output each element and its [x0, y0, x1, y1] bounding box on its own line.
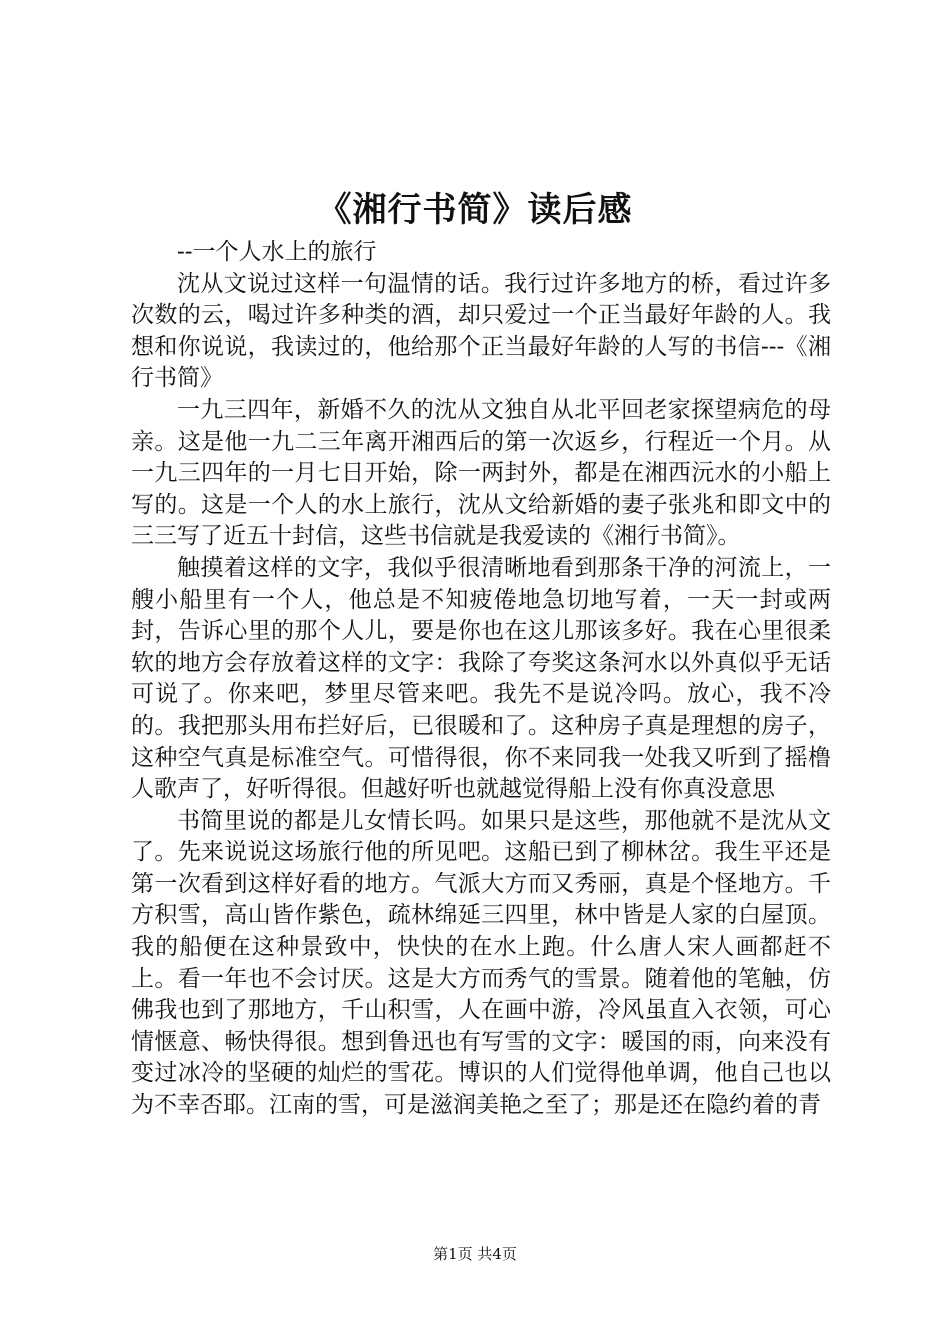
document-title: 《湘行书简》读后感 [317, 190, 633, 230]
document-subtitle: --一个人水上的旅行 [177, 239, 377, 265]
document-body [131, 237, 831, 1122]
paragraph: 书简里说的都是儿女情长吗。如果只是这些，那他就不是沈从文了。先来说说这场旅行他的所见吧。这船已到了柳林岔。我生平还是第一次看到这样好看的地方。气派大方而又秀丽，真是个怪地方。千方积雪，高山皆作紫色，疏林绵延三四里，林中皆是人家的白屋顶。我的船便在这种景致中，快快的在水上跑。什么唐人宋人画都赶不上。看一年也不会讨厌。这是大方而秀气的雪景。随着他的笔触，仿佛我也到了那地方，千山积雪，人在画中游，冷风虽直入衣领，可心情惬意、畅快得很。想到鲁迅也有写雪的文字：暖国的雨，向来没有变过冰冷的坚硬的灿烂的雪花。博识的人们觉得他单调，他自己也以为不幸否耶。江南的雪，可是滋润美艳之至了；那是还在隐约着的青 [131, 807, 831, 1119]
paragraph: 触摸着这样的文字，我似乎很清晰地看到那条干净的河流上，一艘小船里有一个人，他总是不知疲倦地急切地写着，一天一封或两封，告诉心里的那个人儿，要是你也在这儿那该多好。我在心里很柔软的地方会存放着这样的文字：我除了夸奖这条河水以外真似乎无话可说了。你来吧，梦里尽管来吧。我先不是说冷吗。放心，我不冷的。我把那头用布拦好后，已很暖和了。这种房子真是理想的房子，这种空气真是标准空气。可惜得很，你不来同我一处我又听到了摇橹人歌声了，好听得很。但越好听也就越觉得船上没有你真没意思 [131, 554, 831, 803]
paragraph: 一九三四年，新婚不久的沈从文独自从北平回老家探望病危的母亲。这是他一九二三年离开湘西后的第一次返乡，行程近一个月。从一九三四年的一月七日开始，除一两封外，都是在湘西沅水的小船上写的。这是一个人的水上旅行，沈从文给新婚的妻子张兆和即文中的三三写了近五十封信，这些书信就是我爱读的《湘行书简》。 [131, 396, 831, 550]
paragraph: 沈从文说过这样一句温情的话。我行过许多地方的桥，看过许多次数的云，喝过许多种类的酒，却只爱过一个正当最好年龄的人。我想和你说说，我读过的，他给那个正当最好年龄的人写的书信---《湘行书简》 [131, 270, 831, 392]
page-number-footer: 第1页 共4页 [433, 1245, 517, 1263]
